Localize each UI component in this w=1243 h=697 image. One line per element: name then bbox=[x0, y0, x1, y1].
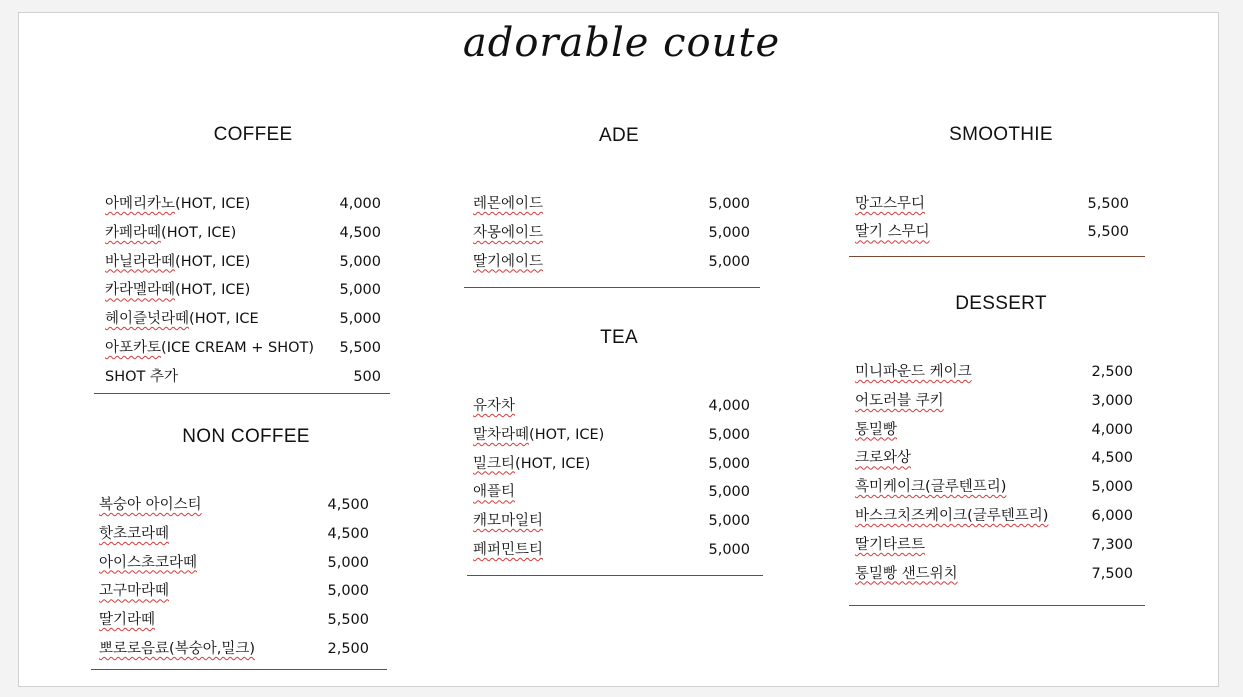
menu-item-name bbox=[855, 361, 972, 383]
menu-item-price: 500 bbox=[353, 368, 381, 385]
menu-item-name bbox=[855, 390, 944, 412]
menu-item-row bbox=[855, 419, 1133, 441]
menu-item-price: 4,000 bbox=[708, 398, 750, 414]
menu-item-row bbox=[855, 476, 1133, 498]
menu-item-korean-name: 말차라떼 bbox=[473, 426, 530, 443]
menu-item-row bbox=[473, 424, 750, 446]
menu-title: adorable coute bbox=[462, 20, 781, 66]
menu-item-price: 4,500 bbox=[1091, 450, 1133, 467]
menu-item-row bbox=[105, 222, 381, 244]
menu-item-name bbox=[99, 609, 155, 631]
menu-item-korean-name: 복숭아 아이스티 bbox=[99, 497, 202, 513]
menu-item-price: 2,500 bbox=[1091, 364, 1133, 380]
menu-item-korean-name: 카라멜라떼 bbox=[105, 282, 176, 299]
menu-item-row bbox=[473, 222, 750, 244]
menu-item-price: 5,000 bbox=[708, 484, 750, 501]
menu-item-korean-name: 밀크티 bbox=[473, 455, 516, 472]
menu-item-korean-name: 아포카토 bbox=[105, 340, 162, 356]
menu-item-price: 5,000 bbox=[708, 513, 750, 530]
menu-item-korean-name: 통밀빵 샌드위치 bbox=[855, 565, 958, 582]
menu-item-korean-name: 크로와상 bbox=[855, 450, 912, 467]
menu-item-row bbox=[105, 366, 381, 388]
menu-item-name bbox=[473, 481, 515, 503]
menu-item-price: 5,500 bbox=[339, 340, 381, 356]
menu-item-korean-name: 핫초코라떼 bbox=[99, 525, 170, 542]
menu-item-option: (HOT, ICE) bbox=[529, 426, 605, 443]
menu-item-name bbox=[473, 395, 515, 417]
menu-item-price: 7,300 bbox=[1091, 536, 1133, 553]
menu-item-korean-name: 딸기 스무디 bbox=[855, 224, 930, 241]
menu-item-korean-name: 망고스무디 bbox=[855, 196, 926, 212]
menu-item-price: 5,500 bbox=[327, 612, 369, 629]
menu-item-korean-name: 바스크치즈케이크 bbox=[855, 508, 968, 524]
menu-item-name bbox=[855, 534, 925, 556]
menu-item-price: 5,000 bbox=[327, 583, 369, 600]
menu-item-option: (HOT, ICE) bbox=[175, 282, 251, 299]
menu-item-korean-name: 헤이즐넛라떼 bbox=[105, 311, 190, 328]
menu-item-name bbox=[855, 563, 958, 585]
menu-item-price: 4,500 bbox=[339, 224, 381, 241]
menu-item-korean-name: 레몬에이드 bbox=[473, 196, 544, 212]
menu-item-row bbox=[473, 251, 750, 273]
menu-item-option: (HOT, ICE) bbox=[161, 224, 237, 241]
menu-item-name bbox=[99, 552, 197, 574]
heading-non-coffee: NON COFFEE bbox=[182, 426, 310, 447]
heading-ade: ADE bbox=[599, 125, 639, 146]
divider-ade bbox=[464, 287, 760, 288]
heading-tea: TEA bbox=[600, 327, 638, 348]
menu-item-option: (복숭아,밀크) bbox=[169, 641, 256, 657]
menu-item-name bbox=[473, 424, 604, 446]
menu-item-korean-name: 딸기라떼 bbox=[99, 612, 156, 629]
heading-coffee: COFFEE bbox=[213, 124, 293, 145]
menu-item-price: 5,500 bbox=[1087, 224, 1129, 241]
menu-item-price: 5,000 bbox=[1091, 479, 1133, 496]
menu-item-row bbox=[99, 523, 369, 545]
menu-item-row bbox=[105, 337, 381, 359]
menu-item-name bbox=[99, 494, 202, 516]
menu-item-row bbox=[855, 534, 1133, 556]
menu-item-name bbox=[473, 193, 543, 215]
menu-item-korean-name: 미니파운드 케이크 bbox=[855, 364, 972, 380]
menu-item-price: 4,000 bbox=[339, 196, 381, 212]
menu-item-price: 5,000 bbox=[708, 455, 750, 472]
menu-item-row bbox=[855, 563, 1133, 585]
menu-item-korean-name: 유자차 bbox=[473, 398, 516, 414]
menu-item-row bbox=[473, 453, 750, 475]
divider-dessert bbox=[849, 605, 1145, 606]
menu-item-korean-name: 캐모마일티 bbox=[473, 513, 544, 530]
menu-item-row bbox=[473, 539, 750, 561]
menu-item-row bbox=[99, 580, 369, 602]
menu-item-row bbox=[855, 193, 1129, 215]
menu-item-name bbox=[99, 523, 169, 545]
menu-item-name bbox=[855, 476, 1006, 498]
menu-item-name bbox=[105, 193, 250, 215]
menu-item-row bbox=[99, 494, 369, 516]
menu-item-name bbox=[105, 279, 250, 301]
menu-item-korean-name: 바닐라라떼 bbox=[105, 253, 176, 270]
menu-item-name bbox=[855, 419, 897, 441]
menu-item-row bbox=[105, 279, 381, 301]
menu-item-row bbox=[99, 638, 369, 660]
menu-item-price: 5,500 bbox=[1087, 196, 1129, 212]
menu-item-row bbox=[855, 361, 1133, 383]
menu-item-korean-name: 어도러블 쿠키 bbox=[855, 392, 944, 409]
menu-item-name bbox=[99, 580, 169, 602]
menu-item-name bbox=[99, 638, 255, 660]
menu-item-korean-name: 통밀빵 bbox=[855, 421, 898, 438]
menu-item-row bbox=[473, 395, 750, 417]
menu-item-price: 4,500 bbox=[327, 497, 369, 513]
menu-item-korean-name: 카페라떼 bbox=[105, 224, 162, 241]
menu-item-price: 5,000 bbox=[339, 282, 381, 299]
menu-item-row bbox=[473, 510, 750, 532]
menu-item-row bbox=[99, 609, 369, 631]
menu-item-row bbox=[855, 221, 1129, 243]
menu-item-name bbox=[473, 510, 543, 532]
menu-item-row bbox=[855, 505, 1133, 527]
menu-item-korean-name: 페퍼민트티 bbox=[473, 542, 544, 558]
menu-item-row bbox=[855, 390, 1133, 412]
menu-item-option: (글루텐프리) bbox=[967, 508, 1049, 524]
menu-item-korean-name: 자몽에이드 bbox=[473, 224, 544, 241]
menu-item-name bbox=[473, 222, 543, 244]
divider-non-coffee bbox=[91, 669, 387, 670]
menu-item-korean-name: 딸기에이드 bbox=[473, 253, 544, 270]
menu-item-korean-name: 고구마라떼 bbox=[99, 583, 170, 600]
menu-item-name bbox=[105, 222, 236, 244]
menu-item-price: 7,500 bbox=[1091, 565, 1133, 582]
menu-item-row bbox=[99, 552, 369, 574]
menu-item-korean-name: 애플티 bbox=[473, 484, 516, 501]
menu-item-row bbox=[855, 447, 1133, 469]
menu-item-korean-name: 아메리카노 bbox=[105, 196, 176, 212]
menu-item-price: 5,000 bbox=[708, 253, 750, 270]
menu-item-name bbox=[105, 251, 250, 273]
divider-smoothie bbox=[849, 256, 1145, 257]
menu-item-price: 5,000 bbox=[708, 426, 750, 443]
menu-item-name bbox=[473, 453, 590, 475]
divider-coffee bbox=[94, 393, 390, 394]
menu-item-row bbox=[105, 308, 381, 330]
heading-dessert: DESSERT bbox=[955, 293, 1047, 314]
menu-item-row bbox=[105, 251, 381, 273]
menu-item-name bbox=[105, 337, 314, 359]
menu-item-korean-name: 흑미케이크 bbox=[855, 479, 926, 496]
menu-item-row bbox=[473, 481, 750, 503]
menu-item-korean-name: 아이스초코라떼 bbox=[99, 554, 198, 571]
menu-item-price: 2,500 bbox=[327, 641, 369, 657]
menu-item-price: 3,000 bbox=[1091, 392, 1133, 409]
menu-item-row bbox=[105, 193, 381, 215]
menu-item-name bbox=[855, 447, 911, 469]
menu-item-price: 5,000 bbox=[327, 554, 369, 571]
menu-item-name bbox=[105, 366, 178, 388]
menu-item-price: 5,000 bbox=[339, 253, 381, 270]
heading-smoothie: SMOOTHIE bbox=[949, 124, 1053, 145]
menu-item-row bbox=[473, 193, 750, 215]
menu-item-option: (HOT, ICE) bbox=[175, 196, 251, 212]
menu-item-price: 5,000 bbox=[708, 224, 750, 241]
menu-item-option: (글루텐프리) bbox=[925, 479, 1007, 496]
divider-tea bbox=[467, 575, 763, 576]
menu-item-option: (HOT, ICE) bbox=[175, 253, 251, 270]
menu-item-name bbox=[855, 221, 930, 243]
menu-item-korean-name: SHOT 추가 bbox=[105, 368, 179, 385]
menu-item-option: (ICE CREAM + SHOT) bbox=[161, 340, 315, 356]
menu-item-price: 4,000 bbox=[1091, 421, 1133, 438]
menu-item-name bbox=[105, 308, 259, 330]
menu-item-price: 5,000 bbox=[708, 196, 750, 212]
menu-item-name bbox=[855, 193, 925, 215]
menu-item-name bbox=[855, 505, 1048, 527]
menu-item-price: 4,500 bbox=[327, 525, 369, 542]
menu-item-price: 5,000 bbox=[708, 542, 750, 558]
menu-item-korean-name: 딸기타르트 bbox=[855, 536, 926, 553]
menu-item-price: 5,000 bbox=[339, 311, 381, 328]
menu-item-korean-name: 뽀로로음료 bbox=[99, 641, 170, 657]
menu-item-name bbox=[473, 251, 543, 273]
menu-item-price: 6,000 bbox=[1091, 508, 1133, 524]
menu-item-name bbox=[473, 539, 543, 561]
menu-item-option: (HOT, ICE bbox=[189, 311, 259, 328]
menu-item-option: (HOT, ICE) bbox=[515, 455, 591, 472]
